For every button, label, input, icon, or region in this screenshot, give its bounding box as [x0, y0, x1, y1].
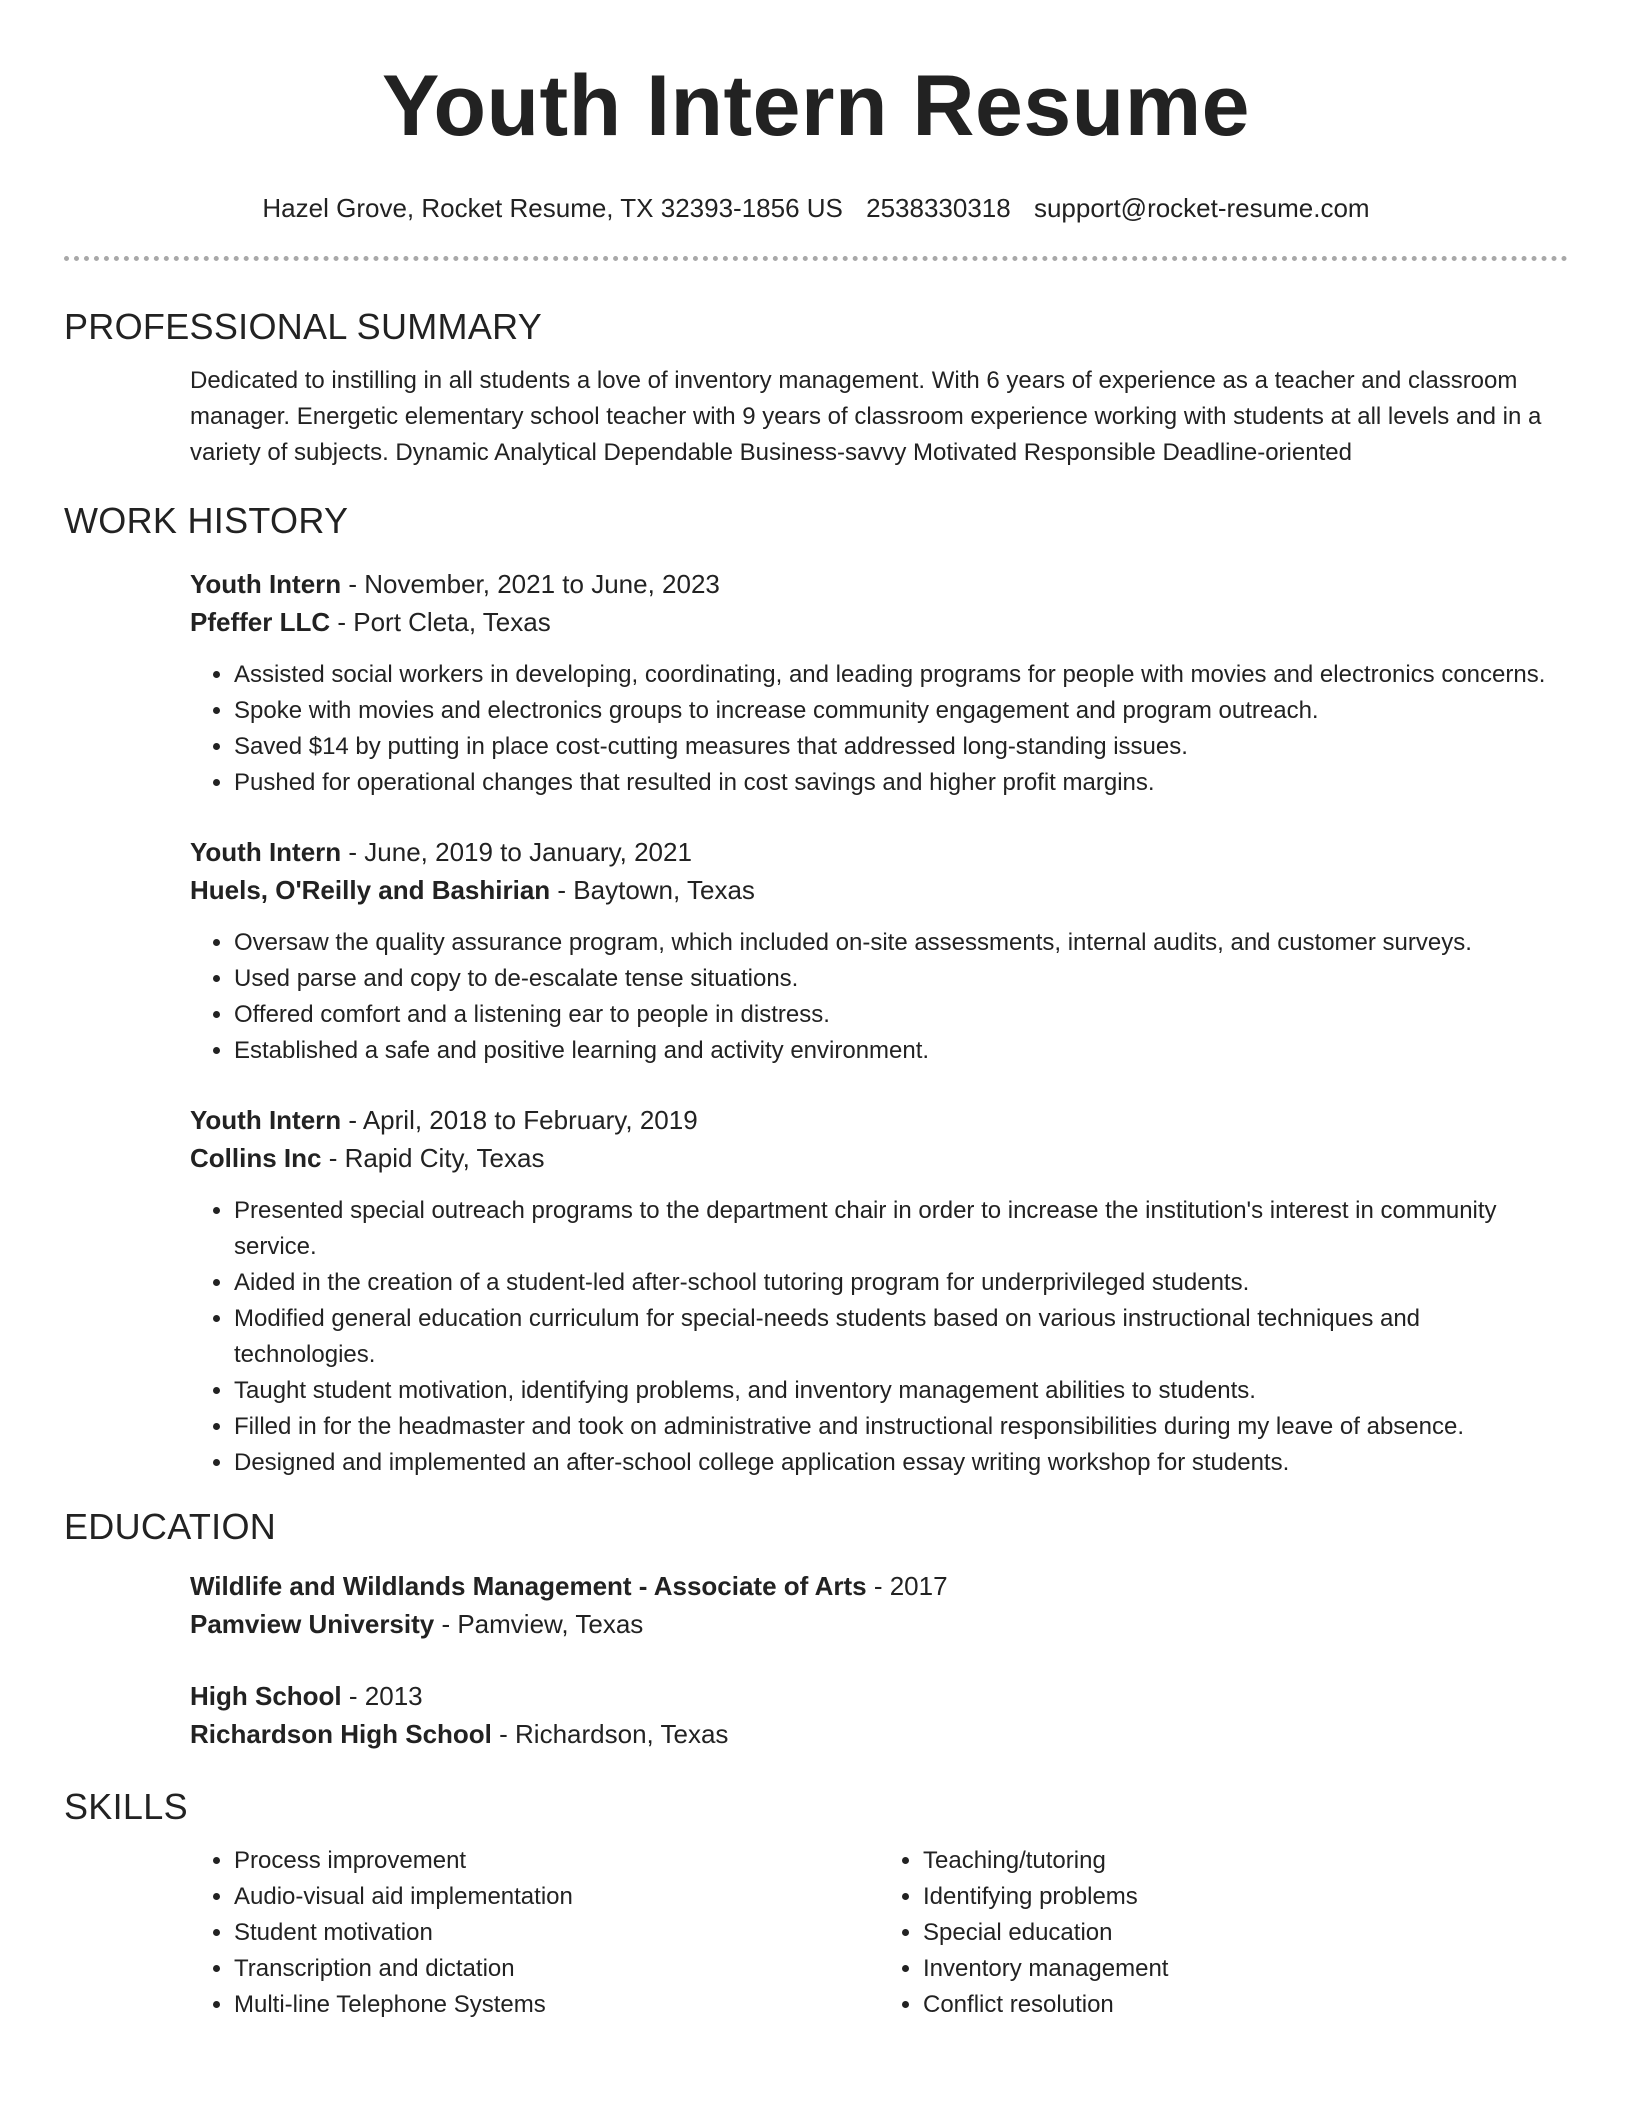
- job-bullet: • Offered comfort and a listening ear to people in distress.: [234, 997, 1568, 1033]
- job-title: Youth Intern: [190, 1105, 342, 1135]
- job-bullets: [190, 925, 1568, 1069]
- job-company: Pfeffer LLC: [190, 607, 331, 637]
- education-school-line: [190, 1715, 1568, 1753]
- resume-title: Youth Intern Resume: [382, 58, 1250, 154]
- job-bullet: • Established a safe and positive learning and activity environment.: [234, 1033, 1568, 1069]
- job-location: - Rapid City, Texas: [321, 1143, 545, 1173]
- job-company-line: [190, 1139, 1568, 1177]
- job-dates: - June, 2019 to January, 2021: [341, 837, 692, 867]
- education-entry: [190, 1567, 1568, 1643]
- job-bullet: • Pushed for operational changes that resulted in cost savings and higher profit margins.: [234, 765, 1568, 801]
- skill-item: • Inventory management: [923, 1951, 1568, 1987]
- education-year: - 2013: [341, 1681, 423, 1711]
- skill-item: • Multi-line Telephone Systems: [234, 1987, 879, 2023]
- job-company: Huels, O'Reilly and Bashirian: [190, 875, 551, 905]
- job-location: - Port Cleta, Texas: [330, 607, 551, 637]
- job-title-line: [190, 833, 1568, 871]
- job-bullets: [190, 1193, 1568, 1481]
- education-location: - Richardson, Texas: [491, 1719, 729, 1749]
- skill-item: • Audio-visual aid implementation: [234, 1879, 879, 1915]
- header-divider: [64, 256, 1568, 261]
- skills-list-left: [190, 1843, 879, 2023]
- job-bullet: • Presented special outreach programs to the department chair in order to increase the institution's interest in community service.: [234, 1193, 1568, 1265]
- education-degree: Wildlife and Wildlands Management - Associate of Arts: [190, 1571, 867, 1601]
- skill-item: • Special education: [923, 1915, 1568, 1951]
- contact-phone: 2538330318: [866, 193, 1011, 223]
- job-company: Collins Inc: [190, 1143, 322, 1173]
- job-title-line: [190, 1101, 1568, 1139]
- education-school: Richardson High School: [190, 1719, 492, 1749]
- education-degree: High School: [190, 1681, 342, 1711]
- job-dates: - November, 2021 to June, 2023: [341, 569, 720, 599]
- education-heading: EDUCATION: [64, 1506, 277, 1547]
- summary-text: Dedicated to instilling in all students a love of inventory management. With 6 years of experience as a teacher and classroom manager. Energetic elementary school teacher with 9 years of classroom experience working with students at all levels and in a variety of subjects. Dynamic Analytical Dependable Business-savvy Motivated Responsible Deadline-oriented: [190, 367, 1542, 466]
- skill-item: • Process improvement: [234, 1843, 879, 1879]
- job-location: - Baytown, Texas: [550, 875, 755, 905]
- skills-heading: SKILLS: [64, 1786, 188, 1827]
- contact-line: [64, 192, 1568, 224]
- job-bullet: • Saved $14 by putting in place cost-cutting measures that addressed long-standing issues.: [234, 729, 1568, 765]
- job-entry: [190, 833, 1568, 1069]
- education-degree-line: [190, 1677, 1568, 1715]
- job-title: Youth Intern: [190, 837, 342, 867]
- job-bullet: • Assisted social workers in developing, coordinating, and leading programs for people with movies and electronics concerns.: [234, 657, 1568, 693]
- contact-email: support@rocket-resume.com: [1033, 193, 1370, 223]
- skill-item: • Identifying problems: [923, 1879, 1568, 1915]
- summary-section: [190, 363, 1568, 471]
- job-bullet: • Spoke with movies and electronics groups to increase community engagement and program outreach.: [234, 693, 1568, 729]
- job-bullet: • Taught student motivation, identifying problems, and inventory management abilities to students.: [234, 1373, 1568, 1409]
- skill-item: • Student motivation: [234, 1915, 879, 1951]
- education-degree-line: [190, 1567, 1568, 1605]
- skills-grid: [190, 1843, 1568, 2023]
- job-bullet: • Modified general education curriculum for special-needs students based on various instructional techniques and technologies.: [234, 1301, 1568, 1373]
- job-dates: - April, 2018 to February, 2019: [341, 1105, 698, 1135]
- job-title: Youth Intern: [190, 569, 342, 599]
- contact-address: Hazel Grove, Rocket Resume, TX 32393-1856 US: [262, 193, 843, 223]
- summary-heading: PROFESSIONAL SUMMARY: [64, 306, 543, 347]
- job-bullet: • Oversaw the quality assurance program, which included on-site assessments, internal audits, and customer surveys.: [234, 925, 1568, 961]
- job-bullet: • Filled in for the headmaster and took on administrative and instructional responsibilities during my leave of absence.: [234, 1409, 1568, 1445]
- skill-item: • Conflict resolution: [923, 1987, 1568, 2023]
- skill-item: • Transcription and dictation: [234, 1951, 879, 1987]
- job-company-line: [190, 603, 1568, 641]
- job-bullet: • Aided in the creation of a student-led after-school tutoring program for underprivileged students.: [234, 1265, 1568, 1301]
- job-bullets: [190, 657, 1568, 801]
- skill-item: • Teaching/tutoring: [923, 1843, 1568, 1879]
- education-school-line: [190, 1605, 1568, 1643]
- job-bullet: • Designed and implemented an after-school college application essay writing workshop for students.: [234, 1445, 1568, 1481]
- job-title-line: [190, 565, 1568, 603]
- education-entry: [190, 1677, 1568, 1753]
- resume-page: [64, 0, 1568, 2023]
- work-history-heading: WORK HISTORY: [64, 500, 349, 541]
- job-entry: [190, 1101, 1568, 1481]
- job-entry: [190, 565, 1568, 801]
- job-company-line: [190, 871, 1568, 909]
- education-year: - 2017: [866, 1571, 948, 1601]
- education-school: Pamview University: [190, 1609, 435, 1639]
- job-bullet: • Used parse and copy to de-escalate tense situations.: [234, 961, 1568, 997]
- education-location: - Pamview, Texas: [434, 1609, 644, 1639]
- skills-list-right: [879, 1843, 1568, 2023]
